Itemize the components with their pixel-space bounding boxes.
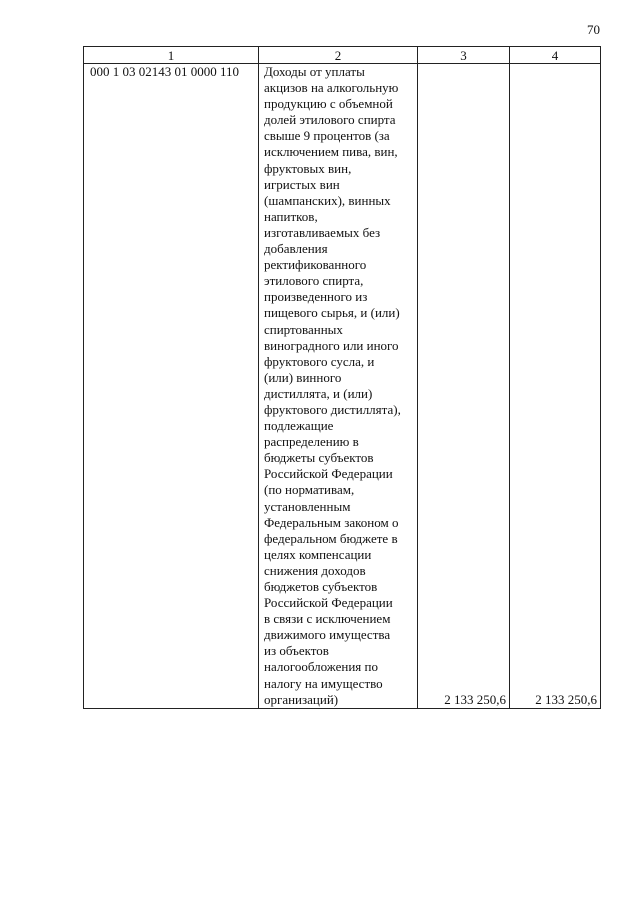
header-col-3: 3 [418, 47, 510, 64]
header-col-4: 4 [510, 47, 601, 64]
page-number: 70 [587, 22, 600, 37]
amount-col4-cell: 2 133 250,6 [510, 64, 601, 709]
budget-code-cell: 000 1 03 02143 01 0000 110 [84, 64, 259, 709]
header-col-2: 2 [259, 47, 418, 64]
header-row [84, 47, 601, 64]
budget-table [83, 46, 601, 709]
table-header [84, 47, 601, 64]
table-row [84, 64, 601, 709]
income-description-cell: Доходы от уплаты акцизов на алкогольную продукцию с объемной долей этилового спирта свыше 9 процентов (за исключением пива, вин, фруктовых вин, игристых вин (шампанских), винных напитков, изготавливаемых без добавления ректификованного этилового спирта, произведенного из пищевого сырья, и (или) спиртованных виноградного или иного фруктового сусла, и (или) винного дистиллята, и (или) фруктового дистиллята), подлежащие распределению в бюджеты субъектов Российской Федерации (по нормативам, установленным Федеральным законом о федеральном бюджете в целях компенсации снижения доходов бюджетов субъектов Российской Федерации в связи с исключением движимого имущества из объектов налогообложения по налогу на имущество организаций) [259, 64, 418, 709]
amount-col3-cell: 2 133 250,6 [418, 64, 510, 709]
header-col-1: 1 [84, 47, 259, 64]
